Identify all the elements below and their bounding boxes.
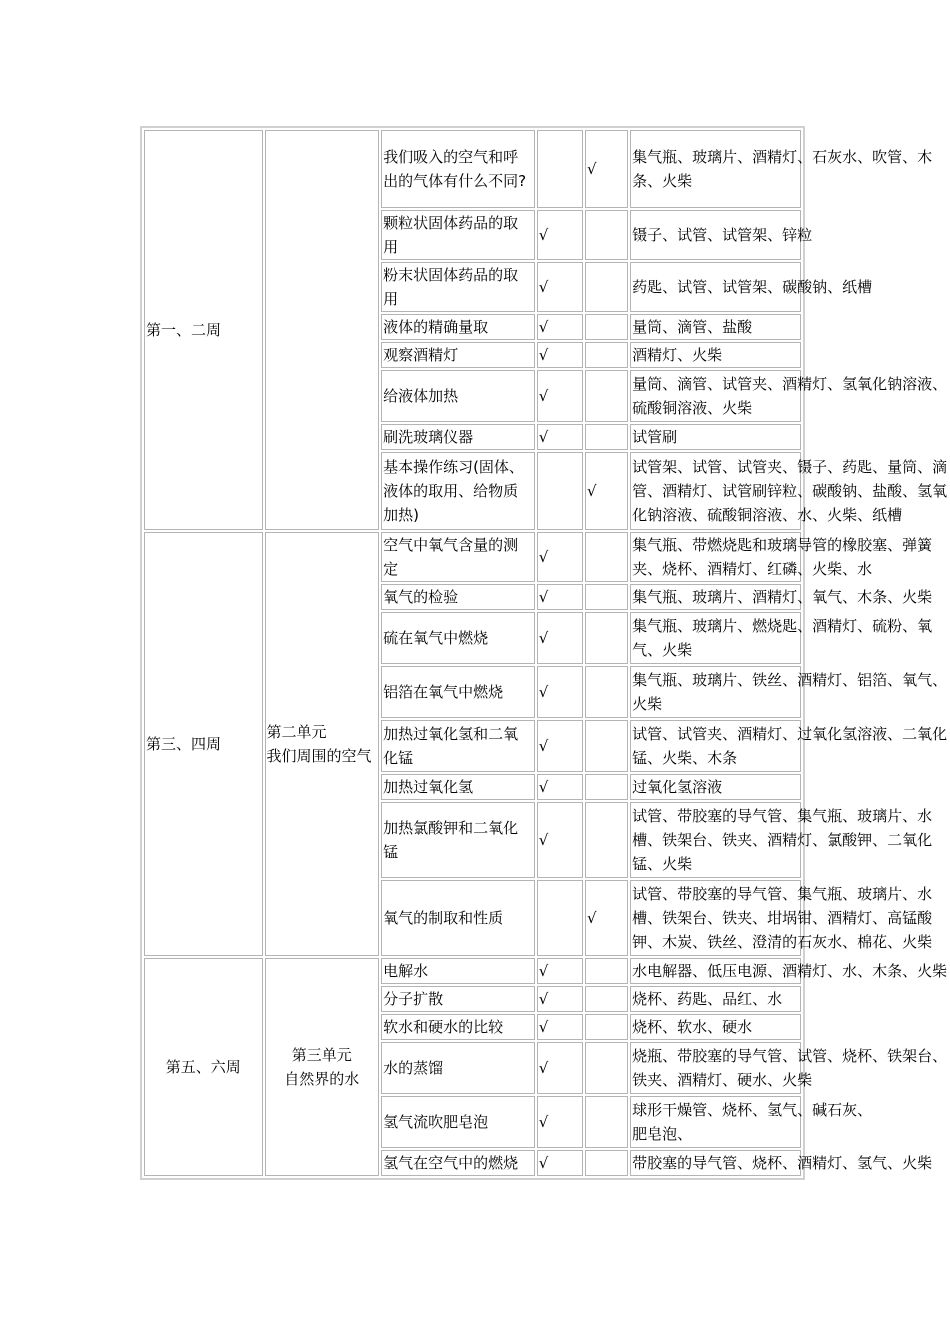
check-b-cell — [585, 342, 628, 368]
materials-text: 试管、带胶塞的导气管、集气瓶、玻璃片、水槽、铁架台、铁夹、坩埚钳、酒精灯、高锰酸钾、木炭、铁丝、澄清的石灰水、棉花、火柴 — [632, 885, 933, 951]
check-a-cell: √ — [537, 802, 583, 878]
materials-cell — [630, 584, 933, 610]
materials-text: 过氧化氢溶液 — [632, 778, 723, 796]
materials-cell — [630, 1150, 933, 1176]
check-a-cell: √ — [537, 774, 583, 800]
experiment-cell: 颗粒状固体药品的取用 — [381, 210, 535, 260]
materials-cell — [630, 958, 948, 984]
check-b-cell — [585, 370, 628, 422]
materials-text: 烧杯、药匙、品红、水 — [632, 990, 783, 1008]
experiment-cell: 电解水 — [381, 958, 535, 984]
check-a-cell — [537, 452, 583, 530]
unit-cell — [265, 130, 380, 530]
materials-text: 酒精灯、火柴 — [632, 346, 723, 364]
experiment-cell: 加热过氧化氢和二氧化锰 — [381, 720, 535, 772]
experiment-cell: 氢气流吹肥皂泡 — [381, 1096, 535, 1148]
check-b-cell — [585, 424, 628, 450]
check-a-cell: √ — [537, 584, 583, 610]
week-cell: 第三、四周 — [144, 532, 263, 956]
experiment-cell: 刷洗玻璃仪器 — [381, 424, 535, 450]
experiment-cell: 硫在氧气中燃烧 — [381, 612, 535, 664]
materials-text: 带胶塞的导气管、烧杯、酒精灯、氢气、火柴 — [632, 1154, 933, 1172]
check-a-cell: √ — [537, 342, 583, 368]
materials-text: 试管、试管夹、酒精灯、过氧化氢溶液、二氧化锰、火柴、木条 — [632, 725, 948, 767]
materials-cell — [630, 130, 933, 208]
check-b-cell: √ — [585, 880, 628, 956]
check-b-cell — [585, 612, 628, 664]
materials-text: 集气瓶、玻璃片、铁丝、酒精灯、铝箔、氧气、火柴 — [632, 671, 948, 713]
check-a-cell: √ — [537, 1096, 583, 1148]
check-a-cell: √ — [537, 262, 583, 312]
experiment-cell: 氧气的检验 — [381, 584, 535, 610]
materials-cell — [630, 262, 873, 312]
check-a-cell: √ — [537, 370, 583, 422]
check-b-cell — [585, 1042, 628, 1094]
check-b-cell — [585, 720, 628, 772]
check-a-cell: √ — [537, 612, 583, 664]
materials-cell — [630, 986, 801, 1012]
table-row — [144, 130, 801, 208]
check-b-cell — [585, 1096, 628, 1148]
materials-text: 试管刷 — [632, 428, 678, 446]
check-a-cell: √ — [537, 1014, 583, 1040]
materials-text: 水电解器、低压电源、酒精灯、水、木条、火柴 — [632, 962, 948, 980]
experiment-cell: 液体的精确量取 — [381, 314, 535, 340]
materials-cell — [630, 314, 801, 340]
unit-cell: 第二单元 我们周围的空气 — [265, 532, 380, 956]
check-a-cell — [537, 880, 583, 956]
experiment-cell: 水的蒸馏 — [381, 1042, 535, 1094]
week-cell: 第五、六周 — [144, 958, 263, 1176]
check-b-cell — [585, 1014, 628, 1040]
materials-cell — [630, 210, 813, 260]
experiment-cell: 给液体加热 — [381, 370, 535, 422]
check-b-cell — [585, 584, 628, 610]
check-b-cell — [585, 262, 628, 312]
materials-text: 集气瓶、玻璃片、酒精灯、氧气、木条、火柴 — [632, 588, 933, 606]
experiment-cell: 氧气的制取和性质 — [381, 880, 535, 956]
materials-cell — [630, 1042, 948, 1094]
experiment-cell: 基本操作练习(固体、液体的取用、给物质加热) — [381, 452, 535, 530]
materials-text: 试管、带胶塞的导气管、集气瓶、玻璃片、水槽、铁架台、铁夹、酒精灯、氯酸钾、二氧化锰、火柴 — [632, 807, 933, 873]
check-a-cell — [537, 130, 583, 208]
check-b-cell — [585, 210, 628, 260]
materials-text: 烧瓶、带胶塞的导气管、试管、烧杯、铁架台、铁夹、酒精灯、硬水、火柴 — [632, 1047, 948, 1089]
materials-text: 药匙、试管、试管架、碳酸钠、纸槽 — [632, 278, 873, 296]
check-b-cell — [585, 774, 628, 800]
materials-cell — [630, 720, 948, 772]
check-b-cell — [585, 802, 628, 878]
check-b-cell — [585, 1150, 628, 1176]
materials-text: 集气瓶、玻璃片、酒精灯、石灰水、吹管、木条、火柴 — [632, 148, 933, 190]
materials-text: 量筒、滴管、盐酸 — [632, 318, 753, 336]
materials-cell — [630, 666, 948, 718]
materials-cell — [630, 1096, 873, 1148]
check-a-cell: √ — [537, 1150, 583, 1176]
experiment-cell: 加热氯酸钾和二氧化锰 — [381, 802, 535, 878]
materials-text: 试管架、试管、试管夹、镊子、药匙、量筒、滴管、酒精灯、试管刷锌粒、碳酸钠、盐酸、氢氧化钠溶液、硫酸铜溶液、水、火柴、纸槽 — [632, 458, 948, 524]
table-body — [144, 130, 948, 1176]
materials-cell — [630, 424, 801, 450]
experiment-cell: 粉末状固体药品的取用 — [381, 262, 535, 312]
check-b-cell: √ — [585, 130, 628, 208]
experiment-cell: 铝箔在氧气中燃烧 — [381, 666, 535, 718]
check-a-cell: √ — [537, 210, 583, 260]
experiment-cell: 软水和硬水的比较 — [381, 1014, 535, 1040]
week-cell: 第一、二周 — [144, 130, 263, 530]
check-b-cell — [585, 314, 628, 340]
check-a-cell: √ — [537, 424, 583, 450]
materials-cell — [630, 802, 933, 878]
table-row — [144, 532, 801, 582]
experiment-cell: 分子扩散 — [381, 986, 535, 1012]
experiment-cell: 加热过氧化氢 — [381, 774, 535, 800]
experiment-cell: 我们吸入的空气和呼出的气体有什么不同? — [381, 130, 535, 208]
experiment-cell: 空气中氧气含量的测定 — [381, 532, 535, 582]
check-a-cell: √ — [537, 958, 583, 984]
materials-text: 镊子、试管、试管架、锌粒 — [632, 226, 813, 244]
materials-cell — [630, 774, 801, 800]
check-a-cell: √ — [537, 986, 583, 1012]
check-a-cell: √ — [537, 1042, 583, 1094]
check-b-cell — [585, 986, 628, 1012]
experiment-table — [140, 126, 948, 1180]
materials-text: 烧杯、软水、硬水 — [632, 1018, 753, 1036]
experiment-cell: 氢气在空气中的燃烧 — [381, 1150, 535, 1176]
check-b-cell: √ — [585, 452, 628, 530]
unit-cell: 第三单元 自然界的水 — [265, 958, 380, 1176]
materials-cell — [630, 532, 933, 582]
check-a-cell: √ — [537, 314, 583, 340]
materials-text: 球形干燥管、烧杯、氢气、碱石灰、 肥皂泡、 — [632, 1101, 873, 1143]
check-b-cell — [585, 958, 628, 984]
table-row — [144, 958, 801, 984]
materials-text: 量筒、滴管、试管夹、酒精灯、氢氧化钠溶液、硫酸铜溶液、火柴 — [632, 375, 948, 417]
check-b-cell — [585, 532, 628, 582]
materials-cell — [630, 612, 933, 664]
check-b-cell — [585, 666, 628, 718]
materials-cell — [630, 1014, 801, 1040]
materials-cell — [630, 452, 948, 530]
experiment-cell: 观察酒精灯 — [381, 342, 535, 368]
materials-cell — [630, 370, 948, 422]
check-a-cell: √ — [537, 532, 583, 582]
materials-text: 集气瓶、玻璃片、燃烧匙、酒精灯、硫粉、氧气、火柴 — [632, 617, 933, 659]
materials-text: 集气瓶、带燃烧匙和玻璃导管的橡胶塞、弹簧夹、烧杯、酒精灯、红磷、火柴、水 — [632, 536, 933, 578]
check-a-cell: √ — [537, 720, 583, 772]
check-a-cell: √ — [537, 666, 583, 718]
materials-cell — [630, 880, 933, 956]
materials-cell — [630, 342, 801, 368]
